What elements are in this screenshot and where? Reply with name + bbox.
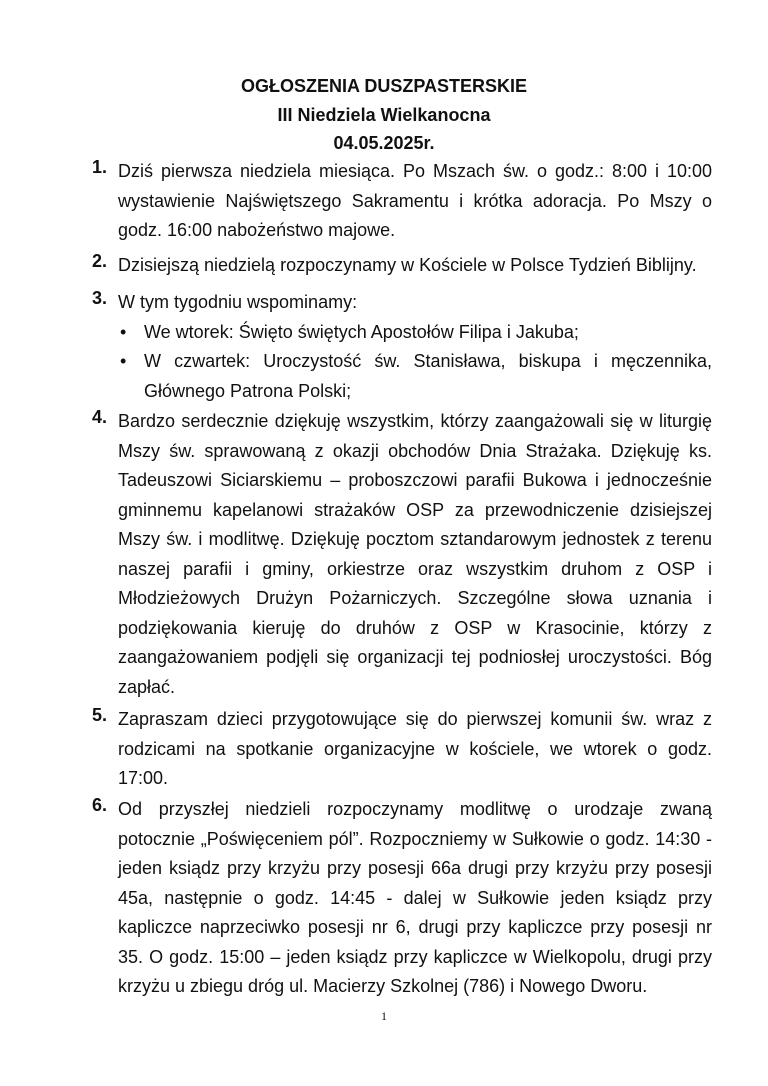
document-date: 04.05.2025r. [333, 133, 435, 153]
item-number: 2. [92, 251, 108, 271]
item-text: Dzisiejszą niedzielą rozpoczynamy w Kościele w Polsce Tydzień Biblijny. [118, 255, 697, 275]
bullet-text: We wtorek: Święto świętych Apostołów Filipa i Jakuba; [144, 321, 579, 342]
document-subtitle: III Niedziela Wielkanocna [277, 104, 491, 125]
item-text: Od przyszłej niedzieli rozpoczynamy modlitwę o urodzaje zwaną potocznie „Poświęceniem pól”. Rozpoczniemy w Sułkowie o godz. 14:30 - jeden ksiądz przy krzyżu przy posesji 66a drugi przy krzyżu przy posesji 45a, następnie o godz. 14:45 - dalej w Sułkowie jeden ksiądz przy kapliczce naprzeciwko posesji nr 6, drugi przy kapliczce przy posesji nr 35. O godz. 15:00 – jeden ksiądz przy kapliczce w Wielkopolu, drugi przy krzyżu u zbiegu dróg ul. Macierzy Szkolnej (786) i Nowego Dworu. [118, 799, 712, 996]
bullet-item [118, 347, 712, 406]
item-text: Dziś pierwsza niedziela miesiąca. Po Mszach św. o godz.: 8:00 i 10:00 wystawienie Najświętszego Sakramentu i krótka adoracja. Po Mszy o godz. 16:00 nabożeństwo majowe. [118, 161, 712, 240]
bullet-text: W czwartek: Uroczystość św. Stanisława, biskupa i męczennika, Głównego Patrona Polski; [144, 351, 712, 401]
item-number: 5. [92, 705, 108, 725]
announcement-item-5 [92, 705, 712, 794]
announcement-item-6 [92, 795, 712, 1002]
item-number: 6. [92, 795, 108, 815]
bullet-icon: • [120, 321, 127, 342]
document-title: OGŁOSZENIA DUSZPASTERSKIE [240, 76, 528, 96]
announcement-item-4 [92, 407, 712, 702]
item-text: Zapraszam dzieci przygotowujące się do pierwszej komunii św. wraz z rodzicami na spotkanie organizacyjne w kościele, we wtorek o godz. 17:00. [118, 709, 712, 788]
announcement-item-2 [92, 251, 712, 281]
page-number: 1 [381, 1009, 387, 1023]
announcement-item-1 [92, 157, 712, 246]
announcement-item-3 [92, 288, 712, 406]
announcement-header [0, 72, 768, 158]
bullet-item [118, 318, 712, 348]
item-text: W tym tygodniu wspominamy: [118, 292, 358, 312]
item-number: 3. [92, 288, 108, 308]
item-number: 4. [92, 407, 108, 427]
item-number: 1. [92, 157, 108, 177]
bullet-icon: • [120, 351, 127, 371]
item-text: Bardzo serdecznie dziękuję wszystkim, którzy zaangażowali się w liturgię Mszy św. sprawowaną z okazji obchodów Dnia Strażaka. Dziękuję ks. Tadeuszowi Siciarskiemu – proboszczowi parafii Bukowa i jednocześnie gminnemu kapelanowi strażaków OSP za przewodniczenie dzisiejszej Mszy św. i modlitwę. Dziękuję pocztom sztandarowym jednostek z terenu naszej parafii i gminy, orkiestrze oraz wszystkim druhom z OSP i Młodzieżowych Drużyn Pożarniczych. Szczególne słowa uznania i podziękowania kieruję do druhów z OSP w Krasocinie, którzy z zaangażowaniem podjęli się organizacji tej podniosłej uroczystości. Bóg zapłać. [118, 411, 712, 697]
